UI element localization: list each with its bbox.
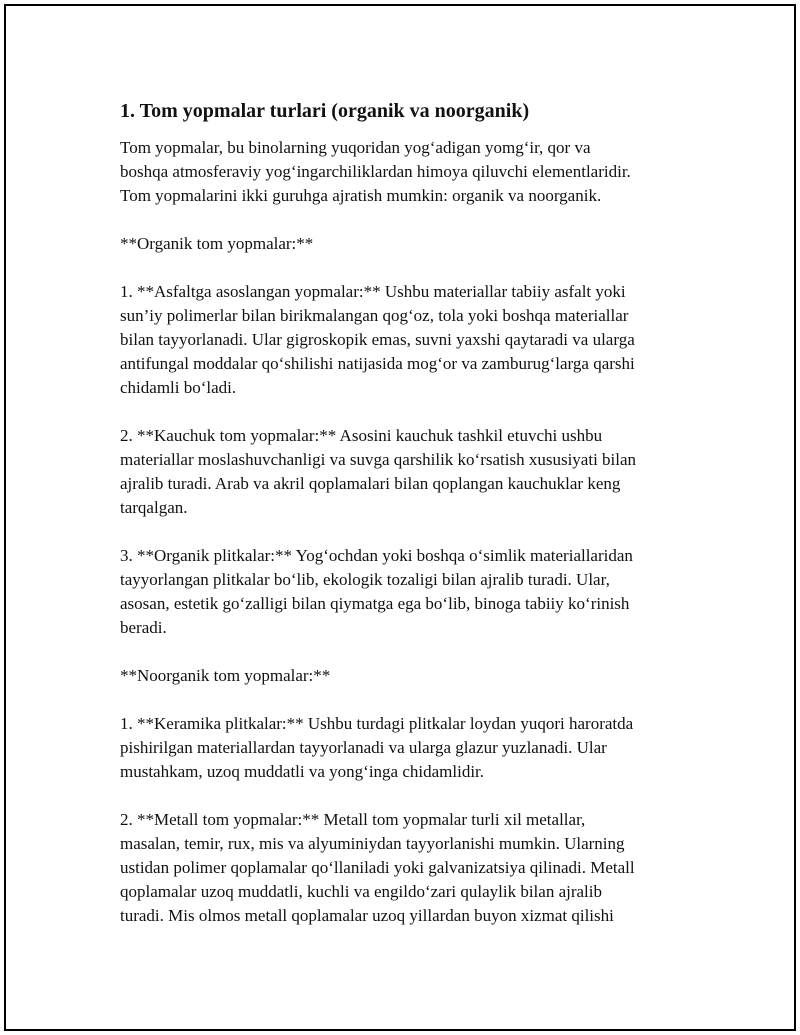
- text-line: 2. **Metall tom yopmalar:** Metall tom yopmalar turli xil metallar,: [120, 810, 586, 829]
- text-line: 1. **Keramika plitkalar:** Ushbu turdagi plitkalar loydan yuqori haroratda: [120, 714, 634, 733]
- page-frame: [4, 4, 796, 1031]
- text-line: 1. **Asfaltga asoslangan yopmalar:** Ushbu materiallar tabiiy asfalt yoki: [120, 282, 626, 301]
- organic-item-tiles: [120, 544, 690, 640]
- text-line: ajralib turadi. Arab va akril qoplamalari bilan qoplangan kauchuklar keng: [120, 474, 621, 493]
- text-line: antifungal moddalar qo‘shilishi natijasida mog‘or va zamburug‘larga qarshi: [120, 354, 635, 373]
- section-heading: **Organik tom yopmalar:**: [120, 234, 314, 253]
- text-line: tarqalgan.: [120, 498, 188, 517]
- inorganic-item-ceramic: [120, 712, 690, 784]
- document-title: 1. Tom yopmalar turlari (organik va noorganik): [120, 100, 530, 122]
- text-line: boshqa atmosferaviy yog‘ingarchiliklardan himoya qiluvchi elementlaridir.: [120, 162, 631, 181]
- text-line: mustahkam, uzoq muddatli va yong‘inga chidamlidir.: [120, 762, 485, 781]
- text-line: 3. **Organik plitkalar:** Yog‘ochdan yoki boshqa o‘simlik materiallaridan: [120, 546, 633, 565]
- organic-item-asphalt: [120, 280, 690, 400]
- intro-paragraph: [120, 136, 690, 208]
- text-line: ustidan polimer qoplamalar qo‘llaniladi yoki galvanizatsiya qilinadi. Metall: [120, 858, 635, 877]
- document-body: [120, 98, 690, 952]
- text-line: 2. **Kauchuk tom yopmalar:** Asosini kauchuk tashkil etuvchi ushbu: [120, 426, 603, 445]
- text-line: Tom yopmalarini ikki guruhga ajratish mumkin: organik va noorganik.: [120, 186, 602, 205]
- text-line: asosan, estetik go‘zalligi bilan qiymatga ega bo‘lib, binoga tabiiy ko‘rinish: [120, 594, 630, 613]
- text-line: tayyorlangan plitkalar bo‘lib, ekologik tozaligi bilan ajralib turadi. Ular,: [120, 570, 610, 589]
- text-line: materiallar moslashuvchanligi va suvga qarshilik ko‘rsatish xususiyati bilan: [120, 450, 637, 469]
- organic-heading: [120, 232, 690, 256]
- text-line: turadi. Mis olmos metall qoplamalar uzoq yillardan buyon xizmat qilishi: [120, 906, 614, 925]
- text-line: chidamli bo‘ladi.: [120, 378, 237, 397]
- inorganic-item-metal: [120, 808, 690, 928]
- text-line: masalan, temir, rux, mis va alyuminiydan tayyorlanishi mumkin. Ularning: [120, 834, 625, 853]
- text-line: bilan tayyorlanadi. Ular gigroskopik emas, suvni yaxshi qaytaradi va ularga: [120, 330, 635, 349]
- text-line: pishirilgan materiallardan tayyorlanadi va ularga glazur yuzlanadi. Ular: [120, 738, 607, 757]
- text-line: beradi.: [120, 618, 167, 637]
- organic-item-rubber: [120, 424, 690, 520]
- section-heading: **Noorganik tom yopmalar:**: [120, 666, 331, 685]
- text-line: sun’iy polimerlar bilan birikmalangan qog‘oz, tola yoki boshqa materiallar: [120, 306, 629, 325]
- text-line: qoplamalar uzoq muddatli, kuchli va engildo‘zari qulaylik bilan ajralib: [120, 882, 602, 901]
- inorganic-heading: [120, 664, 690, 688]
- text-line: Tom yopmalar, bu binolarning yuqoridan yog‘adigan yomg‘ir, qor va: [120, 138, 591, 157]
